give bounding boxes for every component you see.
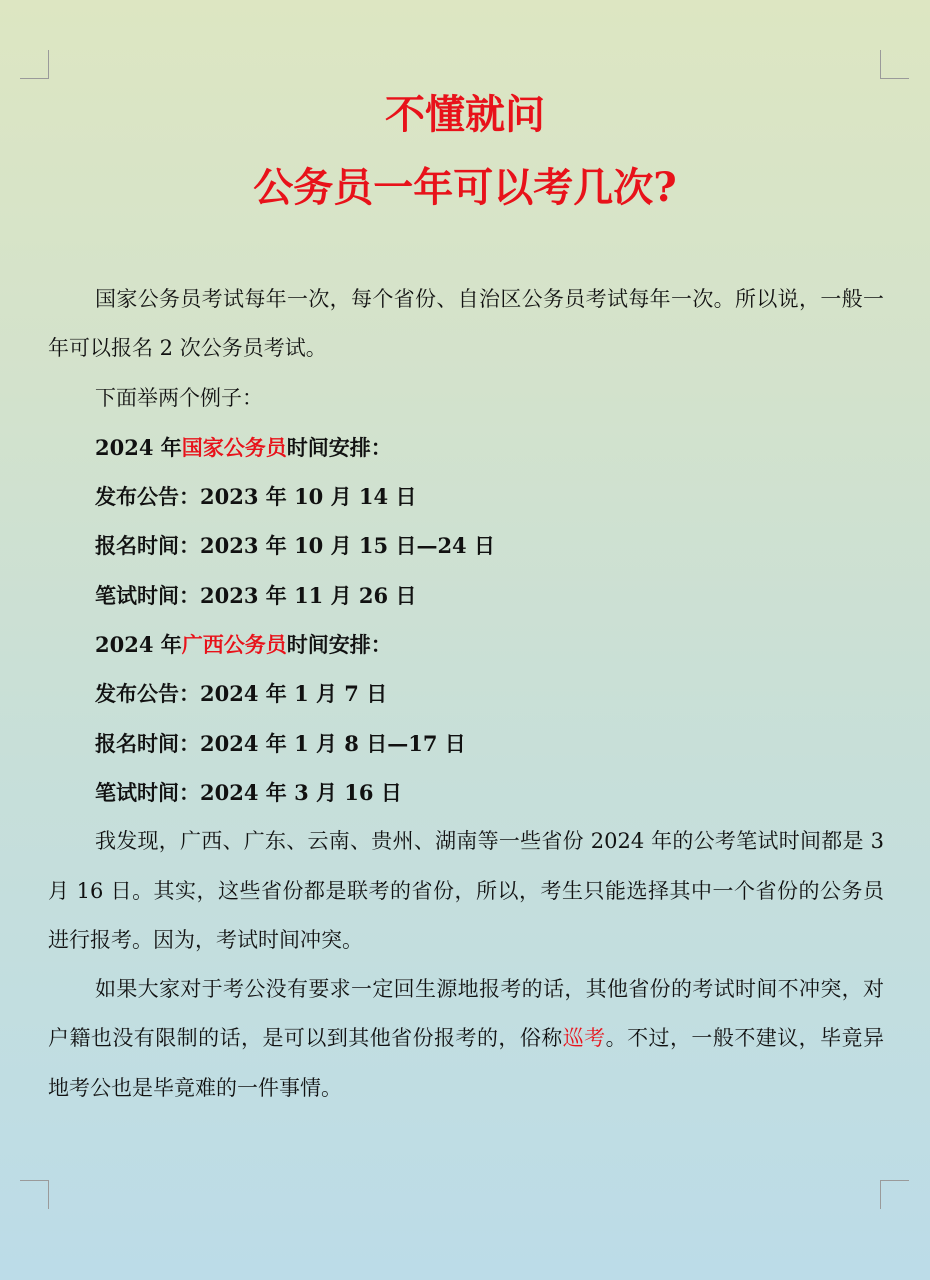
national-heading-year: 2024 年 bbox=[95, 434, 182, 460]
closing-highlight-term: 巡考 bbox=[562, 1026, 606, 1051]
closing-paragraph bbox=[48, 965, 884, 1113]
guangxi-heading-highlight: 广西公务员 bbox=[181, 632, 287, 658]
page-corner-mark-bottom-right bbox=[880, 1180, 909, 1209]
closing-text-part2: 。不过，一般不建议，毕竟异地考公也是毕竟难的一件事情。 bbox=[48, 1026, 885, 1100]
national-announce-date: 发布公告：2023 年 10 月 14 日 bbox=[95, 484, 417, 510]
guangxi-schedule-heading bbox=[48, 620, 884, 669]
national-heading-highlight: 国家公务员 bbox=[181, 434, 287, 460]
page-subtitle: 公务员一年可以考几次? bbox=[253, 164, 677, 211]
national-heading-suffix: 时间安排： bbox=[286, 434, 392, 460]
guangxi-announce-date: 发布公告：2024 年 1 月 7 日 bbox=[95, 681, 388, 707]
page-corner-mark-top-left bbox=[20, 50, 49, 79]
intro-paragraph: 国家公务员考试每年一次，每个省份、自治区公务员考试每年一次。所以说，一般一年可以报名 2 次公务员考试。 bbox=[48, 287, 884, 361]
national-register-period: 报名时间：2023 年 10 月 15 日—24 日 bbox=[95, 533, 495, 559]
guangxi-exam-date: 笔试时间：2024 年 3 月 16 日 bbox=[95, 779, 402, 805]
page-corner-mark-bottom-left bbox=[20, 1180, 49, 1209]
discovery-paragraph: 我发现，广西、广东、云南、贵州、湖南等一些省份 2024 年的公考笔试时间都是 3 月 16 日。其实，这些省份都是联考的省份，所以，考生只能选择其中一个省份的公务员进行报考。因为，考试时间冲突。 bbox=[48, 829, 884, 952]
guangxi-heading-suffix: 时间安排： bbox=[286, 632, 392, 658]
guangxi-heading-year: 2024 年 bbox=[95, 632, 182, 658]
national-exam-date: 笔试时间：2023 年 11 月 26 日 bbox=[95, 582, 417, 608]
page-title: 不懂就问 bbox=[385, 91, 545, 138]
page-corner-mark-top-right bbox=[880, 50, 909, 79]
national-schedule-heading bbox=[48, 423, 884, 472]
examples-lead: 下面举两个例子： bbox=[95, 385, 263, 410]
document-body bbox=[48, 275, 884, 1113]
closing-text-part1: 如果大家对于考公没有要求一定回生源地报考的话，其他省份的考试时间不冲突，对户籍也没有限制的话，是可以到其他省份报考的，俗称 bbox=[48, 977, 884, 1051]
guangxi-register-period: 报名时间：2024 年 1 月 8 日—17 日 bbox=[95, 730, 466, 756]
